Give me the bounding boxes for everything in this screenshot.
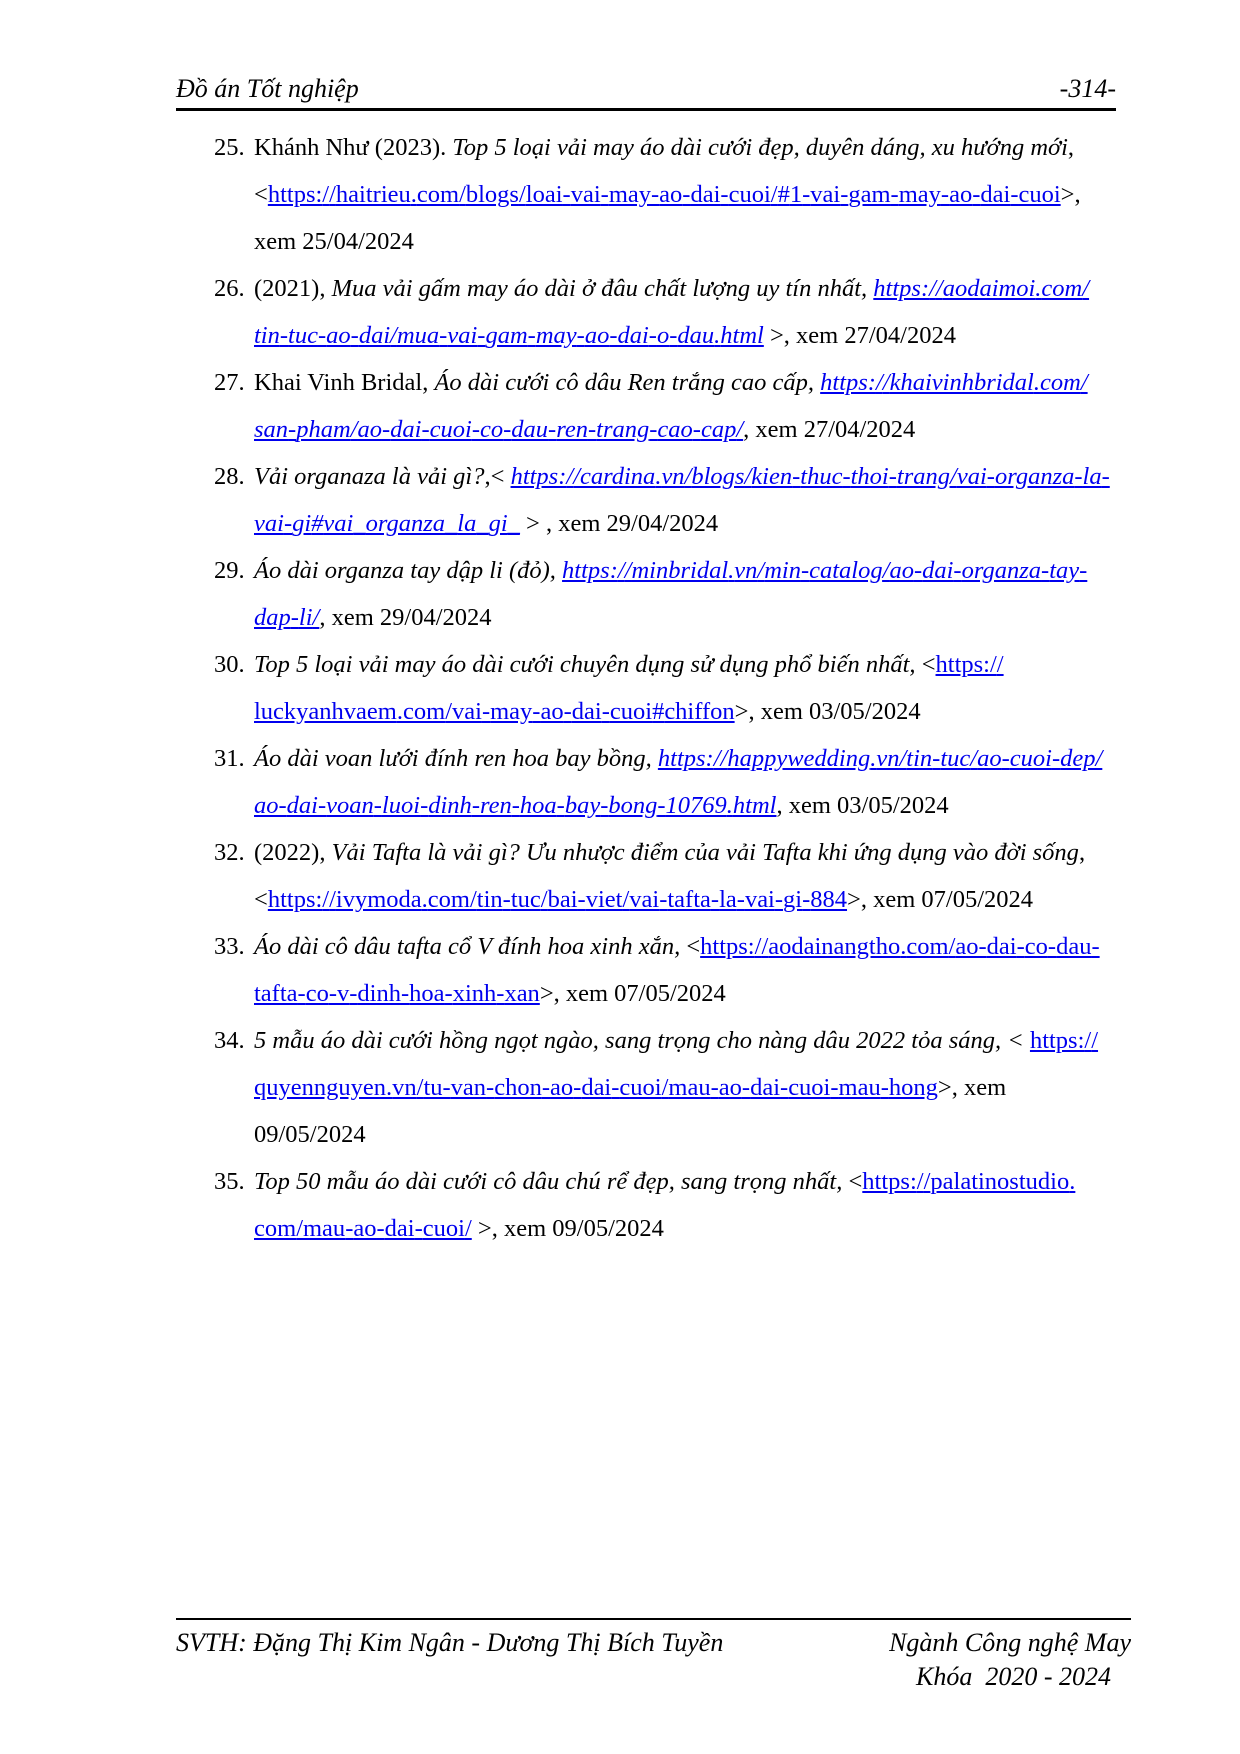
reference-number: 29. — [214, 557, 245, 584]
reference-link[interactable]: https://haitrieu.com/blogs/loai-vai-may-ao-dai-cuoi/#1-vai-gam-may-ao-dai-cuoi — [267, 181, 1061, 208]
reference-item — [176, 359, 1116, 453]
reference-number: 25. — [214, 134, 245, 161]
reference-link[interactable]: https://khaivinhbridal.com/san-pham/ao-dai-cuoi-co-dau-ren-trang-cao-cap/ — [254, 369, 1088, 443]
reference-number: 26. — [214, 275, 245, 302]
reference-number: 34. — [214, 1027, 245, 1054]
reference-title: Áo dài cưới cô dâu Ren trắng cao cấp, — [434, 369, 815, 396]
reference-link[interactable]: https://aodainangtho.com/ao-dai-co-dau-tafta-co-v-dinh-hoa-xinh-xan — [254, 933, 1100, 1007]
course-years: Khóa 2020 - 2024 — [916, 1662, 1111, 1691]
reference-number: 32. — [214, 839, 245, 866]
reference-title: Top 50 mẫu áo dài cưới cô dâu chú rể đẹp, sang trọng nhất, — [254, 1168, 843, 1195]
reference-link[interactable]: https://quyennguyen.vn/tu-van-chon-ao-dai-cuoi/mau-ao-dai-cuoi-mau-hong — [254, 1027, 1099, 1101]
reference-separator: ,< — [484, 463, 511, 490]
reference-item — [176, 829, 1116, 923]
reference-item — [176, 124, 1116, 265]
reference-item — [176, 265, 1116, 359]
reference-item — [176, 547, 1116, 641]
reference-title: Áo dài organza tay dập li (đỏ), — [254, 557, 556, 584]
reference-title: Vải Tafta là vải gì? Ưu nhược điểm của vải Tafta khi ứng dụng vào đời sống — [331, 839, 1079, 866]
reference-title: Vải organaza là vải gì? — [254, 463, 485, 490]
reference-link[interactable]: https://ivymoda.com/tin-tuc/bai-viet/vai-tafta-la-vai-gi-884 — [267, 886, 848, 913]
reference-separator: , < — [254, 839, 1086, 913]
reference-date: >, xem 25/04/2024 — [254, 181, 1081, 255]
reference-link[interactable]: https://happywedding.vn/tin-tuc/ao-cuoi-dep/ao-dai-voan-luoi-dinh-ren-hoa-bay-bong-10769.html — [254, 745, 1103, 819]
reference-title: Top 5 loại vải may áo dài cưới đẹp, duyên dáng, xu hướng mới — [452, 134, 1068, 161]
reference-number: 27. — [214, 369, 245, 396]
reference-link[interactable]: https://palatinostudio.com/mau-ao-dai-cuoi/ — [254, 1168, 1076, 1242]
reference-separator: < — [915, 651, 936, 678]
reference-date: , xem 03/05/2024 — [776, 792, 949, 819]
reference-separator: < — [842, 1168, 863, 1195]
reference-title: Áo dài cô dâu tafta cổ V đính hoa xinh xắn, — [254, 933, 681, 960]
reference-number: 33. — [214, 933, 245, 960]
reference-number: 28. — [214, 463, 245, 490]
reference-item — [176, 923, 1116, 1017]
reference-date: >, xem 09/05/2024 — [254, 1074, 1007, 1148]
reference-title: Top 5 loại vải may áo dài cưới chuyên dụng sử dụng phổ biến nhất, — [254, 651, 916, 678]
reference-author: Khánh Như (2023). — [254, 134, 453, 161]
reference-title: 5 mẫu áo dài cưới hồng ngọt ngào, sang trọng cho nàng dâu 2022 tỏa sáng, < — [254, 1027, 1024, 1054]
reference-date: , xem 29/04/2024 — [319, 604, 492, 631]
reference-number: 31. — [214, 745, 245, 772]
reference-number: 35. — [214, 1168, 245, 1195]
reference-date: >, xem 09/05/2024 — [471, 1215, 664, 1242]
reference-author: Khai Vinh Bridal, — [254, 369, 435, 396]
footer-rule — [176, 1618, 1131, 1620]
reference-date: > , xem 29/04/2024 — [519, 510, 719, 537]
document-title: Đồ án Tốt nghiệp — [176, 74, 359, 103]
reference-author: (2022), — [254, 839, 332, 866]
reference-link[interactable]: https://minbridal.vn/min-catalog/ao-dai-organza-tay-dap-li/ — [254, 557, 1088, 631]
reference-date: >, xem 07/05/2024 — [539, 980, 726, 1007]
reference-item — [176, 1017, 1116, 1158]
reference-date: >, xem 03/05/2024 — [734, 698, 921, 725]
reference-item — [176, 735, 1116, 829]
page-header — [176, 70, 1116, 106]
reference-date: , xem 27/04/2024 — [743, 416, 916, 443]
reference-link[interactable]: https://cardina.vn/blogs/kien-thuc-thoi-trang/vai-organza-la-vai-gi#vai_organza_la_gi_ — [254, 463, 1110, 537]
reference-separator: , < — [254, 134, 1075, 208]
reference-date: >, xem 27/04/2024 — [763, 322, 956, 349]
reference-author: (2021), — [254, 275, 332, 302]
reference-link[interactable]: https://aodaimoi.com/tin-tuc-ao-dai/mua-vai-gam-may-ao-dai-o-dau.html — [254, 275, 1090, 349]
page-number: -314- — [1059, 74, 1116, 103]
reference-item — [176, 1158, 1116, 1252]
department-name: Ngành Công nghệ May — [889, 1628, 1131, 1657]
student-names: SVTH: Đặng Thị Kim Ngân - Dương Thị Bích Tuyền — [176, 1628, 724, 1657]
reference-link[interactable]: https://luckyanhvaem.com/vai-may-ao-dai-cuoi#chiffon — [254, 651, 1004, 725]
reference-item — [176, 641, 1116, 735]
reference-title: Mua vải gấm may áo dài ở đâu chất lượng uy tín nhất, — [331, 275, 868, 302]
reference-date: >, xem 07/05/2024 — [847, 886, 1034, 913]
reference-title: Áo dài voan lưới đính ren hoa bay bồng, — [254, 745, 652, 772]
reference-separator: < — [680, 933, 701, 960]
reference-item — [176, 453, 1116, 547]
reference-list — [176, 124, 1116, 1252]
reference-number: 30. — [214, 651, 245, 678]
header-rule — [176, 108, 1116, 111]
